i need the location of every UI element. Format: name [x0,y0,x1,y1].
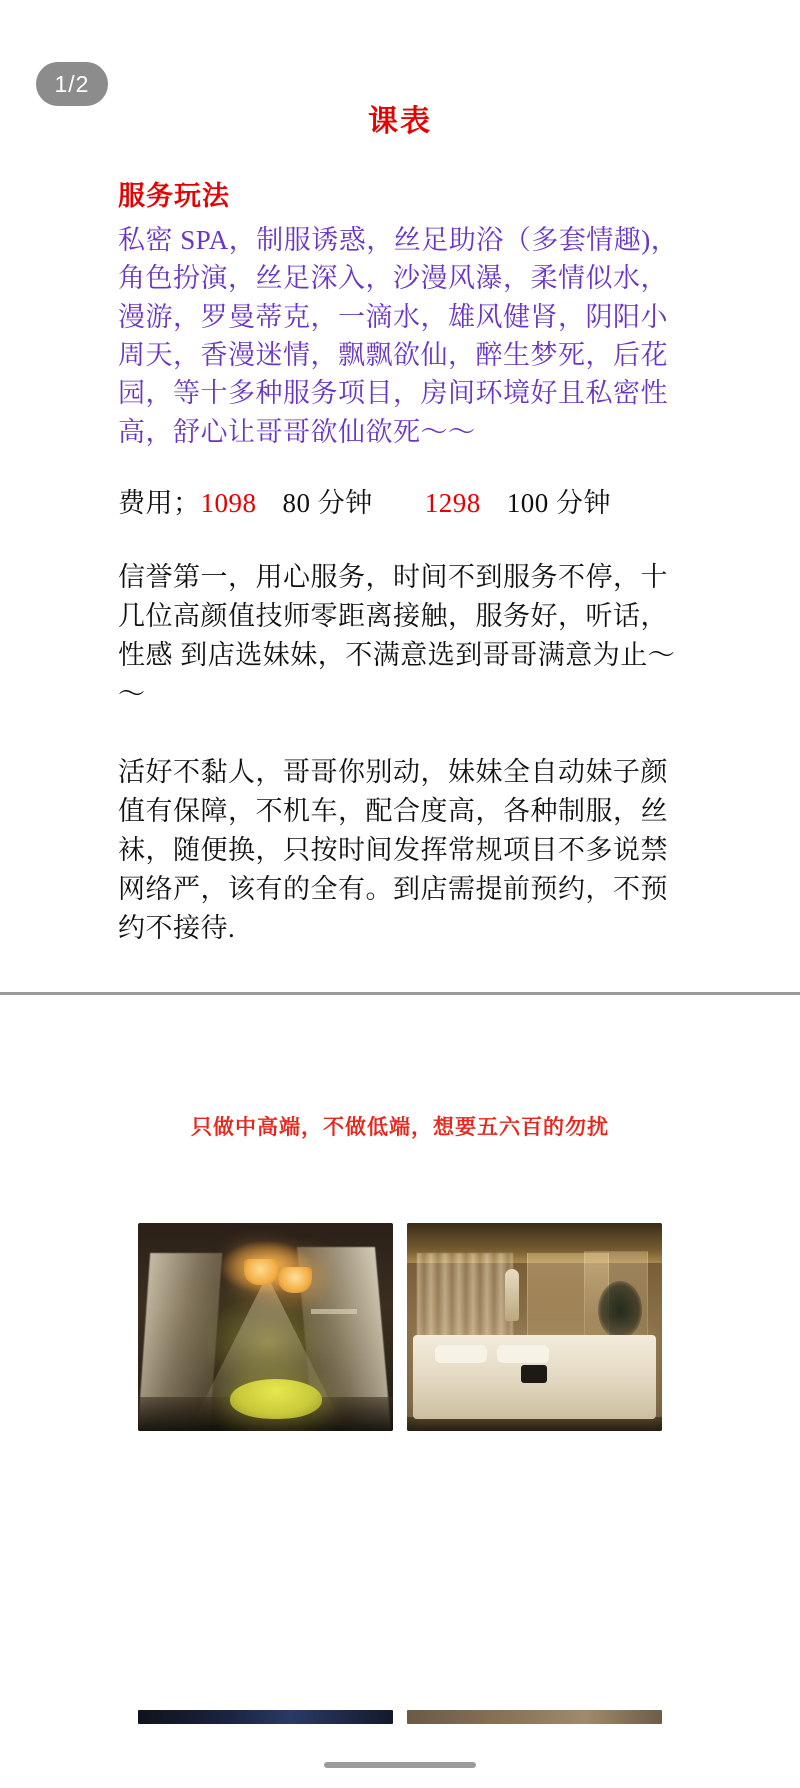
paragraph-service-promise: 信誉第一，用心服务，时间不到服务不停，十几位高颜值技师零距离接触，服务好，听话，性感 到店选妹妹，不满意选到哥哥满意为止～～ [118,561,676,710]
floor [407,1417,662,1431]
room-photo-bedroom[interactable] [407,1223,662,1431]
promo-text: 只做中高端，不做低端，想要五六百的勿扰 [191,1115,609,1139]
section-heading-services: 服务玩法 [118,181,230,211]
room-photo-canopy-bath[interactable] [138,1223,393,1431]
bed [413,1335,656,1419]
bathtub [230,1379,322,1419]
price-duration-2: 100 分钟 [506,487,611,518]
services-description: 私密 SPA，制服诱惑，丝足助浴（多套情趣)，角色扮演，丝足深入，沙漫风瀑，柔情似水，漫游，罗曼蒂克，一滴水，雄风健肾，阴阳小周天，香漫迷情，飘飘欲仙，醉生梦死，后花园，等十多种服务项目，房间环境好且私密性高，舒心让哥哥欲仙欲死～～ [118,225,679,447]
paragraph-details: 活好不黏人，哥哥你别动，妹妹全自动妹子颜值有保障，不机车，配合度高，各种制服，丝袜，随便换，只按时间发挥常规项目不多说禁网络严，该有的全有。到店需提前预约，不预约不接待. [118,756,668,944]
pendant-lamp-left [244,1259,278,1285]
price-duration-1: 80 分钟 [282,487,373,518]
price-line [118,481,682,520]
page-indicator: 1/2 [36,62,108,106]
wall-shelf [311,1309,357,1314]
decor-statue [505,1269,519,1321]
bed-tray [521,1365,547,1383]
photo-strip-row [0,1710,800,1724]
document-content [0,174,800,948]
pillow-right [497,1345,549,1363]
price-label: 费用； [118,487,201,518]
potted-plant [598,1281,642,1339]
price-amount-1: 1098 [200,487,257,518]
pendant-lamp-right [278,1267,312,1293]
photo-strip-right[interactable] [407,1710,662,1724]
photo-strip-left[interactable] [138,1710,393,1724]
price-amount-2: 1298 [424,487,481,518]
photo-gallery [0,1223,800,1431]
pillow-left [435,1345,487,1363]
home-indicator [324,1762,476,1768]
lower-section [0,995,800,1788]
page-title: 课表 [368,105,432,138]
